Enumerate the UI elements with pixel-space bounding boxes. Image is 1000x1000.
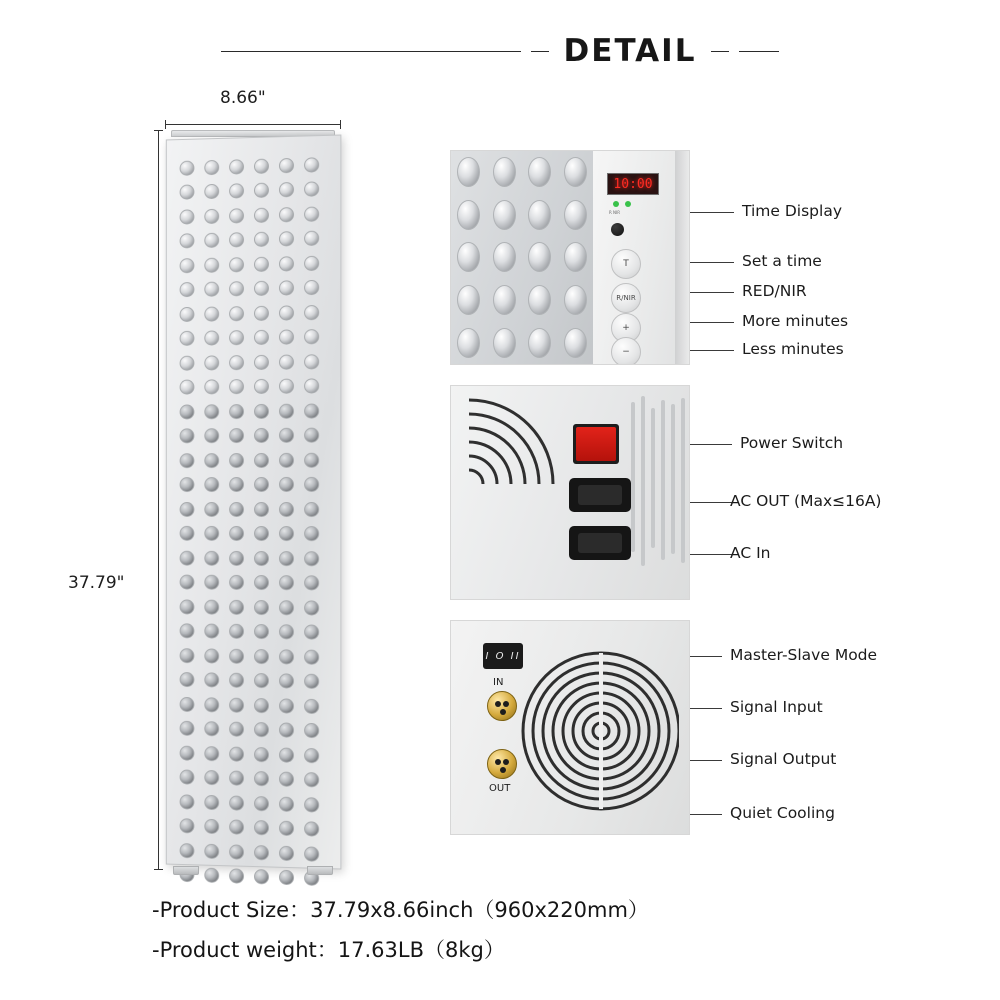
led bbox=[180, 160, 195, 175]
led bbox=[229, 232, 244, 247]
led bbox=[180, 575, 195, 590]
time-display-value: 10:00 bbox=[613, 176, 653, 192]
led bbox=[229, 820, 244, 835]
led bbox=[204, 746, 219, 761]
led bbox=[204, 526, 219, 541]
header-rule-left bbox=[221, 51, 521, 52]
signal-panel-photo bbox=[450, 620, 690, 835]
led bbox=[204, 721, 219, 736]
led bbox=[229, 600, 244, 615]
spec-weight: -Product weight：17.63LB（8kg） bbox=[152, 938, 505, 962]
led bbox=[279, 649, 294, 664]
led bbox=[279, 477, 294, 492]
set-time-button[interactable]: T bbox=[611, 249, 641, 279]
leader-time-display bbox=[690, 212, 734, 213]
led bbox=[229, 183, 244, 198]
led-closeup bbox=[528, 285, 551, 315]
led bbox=[279, 624, 294, 639]
led bbox=[180, 624, 195, 639]
led bbox=[279, 158, 294, 173]
led-closeup bbox=[564, 200, 587, 230]
led bbox=[204, 599, 219, 614]
led bbox=[279, 551, 294, 566]
led bbox=[279, 747, 294, 762]
led bbox=[229, 379, 244, 394]
led bbox=[304, 428, 319, 443]
led bbox=[279, 526, 294, 541]
led bbox=[180, 282, 195, 297]
callout-signal-input: Signal Input bbox=[730, 698, 823, 716]
led bbox=[180, 502, 195, 517]
led bbox=[304, 502, 319, 517]
led bbox=[229, 575, 244, 590]
led bbox=[304, 403, 319, 418]
led bbox=[304, 379, 319, 394]
led bbox=[229, 306, 244, 321]
led-closeup bbox=[457, 157, 480, 187]
led bbox=[229, 453, 244, 468]
led bbox=[254, 551, 269, 566]
led bbox=[279, 723, 294, 738]
led bbox=[279, 575, 294, 590]
master-slave-switch[interactable] bbox=[483, 643, 523, 669]
control-panel-housing bbox=[593, 151, 690, 364]
page-title: DETAIL bbox=[563, 33, 697, 69]
led bbox=[204, 843, 219, 858]
led-closeup bbox=[457, 242, 480, 272]
led bbox=[304, 625, 319, 640]
led bbox=[279, 231, 294, 246]
page-header bbox=[0, 28, 1000, 74]
led bbox=[204, 380, 219, 395]
leader-red-nir bbox=[690, 292, 734, 293]
leader-ac-in bbox=[690, 554, 732, 555]
led bbox=[204, 502, 219, 517]
ac-in-socket[interactable] bbox=[569, 526, 631, 560]
led bbox=[180, 355, 195, 370]
led bbox=[279, 600, 294, 615]
led bbox=[254, 698, 269, 713]
led bbox=[304, 748, 319, 763]
led bbox=[204, 795, 219, 810]
time-display bbox=[607, 173, 659, 195]
led bbox=[229, 404, 244, 419]
callout-power-switch: Power Switch bbox=[740, 434, 844, 452]
led bbox=[180, 745, 195, 760]
led bbox=[304, 280, 319, 295]
led bbox=[229, 722, 244, 737]
led bbox=[180, 697, 195, 712]
led bbox=[229, 257, 244, 272]
led bbox=[180, 770, 195, 785]
vent-slit bbox=[681, 398, 685, 563]
led bbox=[254, 649, 269, 664]
leader-quiet-cooling bbox=[690, 814, 722, 815]
led-closeup bbox=[457, 200, 480, 230]
led bbox=[204, 282, 219, 297]
led bbox=[254, 330, 269, 345]
led bbox=[180, 843, 195, 858]
led bbox=[204, 257, 219, 272]
led bbox=[279, 379, 294, 394]
callout-time-display: Time Display bbox=[742, 202, 842, 220]
led bbox=[304, 231, 319, 246]
control-panel-photo bbox=[450, 150, 690, 365]
led bbox=[229, 502, 244, 517]
led bbox=[254, 673, 269, 688]
led bbox=[204, 355, 219, 370]
led-grid bbox=[175, 152, 325, 856]
led-closeup bbox=[457, 328, 480, 358]
ac-out-socket[interactable] bbox=[569, 478, 631, 512]
led bbox=[304, 723, 319, 738]
led-closeup bbox=[528, 242, 551, 272]
led bbox=[229, 159, 244, 174]
vent-slit bbox=[651, 408, 655, 548]
callout-more-minutes: More minutes bbox=[742, 312, 849, 330]
callout-master-slave: Master-Slave Mode bbox=[730, 646, 878, 664]
led bbox=[304, 772, 319, 787]
led bbox=[279, 428, 294, 443]
led bbox=[229, 795, 244, 810]
vent-slit bbox=[641, 396, 645, 566]
led bbox=[279, 330, 294, 345]
header-dash-left bbox=[531, 51, 549, 52]
led bbox=[254, 820, 269, 835]
led bbox=[180, 331, 195, 346]
leader-signal-output bbox=[690, 760, 722, 761]
led-closeup bbox=[457, 285, 480, 315]
led bbox=[229, 428, 244, 443]
callout-red-nir: RED/NIR bbox=[742, 282, 807, 300]
led bbox=[279, 698, 294, 713]
led bbox=[204, 697, 219, 712]
led-closeup bbox=[564, 285, 587, 315]
led bbox=[229, 330, 244, 345]
led bbox=[204, 819, 219, 834]
led bbox=[180, 477, 195, 492]
led bbox=[304, 674, 319, 689]
led bbox=[180, 185, 195, 200]
led bbox=[204, 331, 219, 346]
led bbox=[180, 258, 195, 273]
leader-set-time bbox=[690, 262, 734, 263]
led bbox=[229, 281, 244, 296]
led bbox=[229, 844, 244, 859]
led bbox=[254, 379, 269, 394]
led bbox=[180, 721, 195, 736]
signal-output-connector[interactable] bbox=[487, 749, 517, 779]
spec-size: -Product Size：37.79x8.66inch（960x220mm） bbox=[152, 898, 649, 922]
led bbox=[254, 477, 269, 492]
led bbox=[180, 648, 195, 663]
led bbox=[254, 281, 269, 296]
led bbox=[304, 452, 319, 467]
led bbox=[180, 818, 195, 833]
width-dimension-line bbox=[165, 120, 341, 129]
led bbox=[279, 453, 294, 468]
mode-indicator-lights bbox=[613, 201, 653, 209]
led bbox=[254, 526, 269, 541]
cooling-fan-graphic bbox=[519, 649, 679, 814]
led bbox=[204, 306, 219, 321]
led-closeup bbox=[564, 242, 587, 272]
led bbox=[204, 428, 219, 443]
signal-input-connector[interactable] bbox=[487, 691, 517, 721]
led bbox=[180, 404, 195, 419]
led bbox=[254, 624, 269, 639]
callout-set-time: Set a time bbox=[742, 252, 822, 270]
led bbox=[304, 822, 319, 837]
vent-slit bbox=[661, 400, 665, 560]
led bbox=[254, 502, 269, 517]
led bbox=[204, 453, 219, 468]
led bbox=[229, 697, 244, 712]
led bbox=[279, 207, 294, 222]
indicator-caption: R NIR bbox=[609, 210, 621, 215]
led-closeup bbox=[493, 285, 516, 315]
leader-signal-input bbox=[690, 708, 722, 709]
led bbox=[229, 355, 244, 370]
less-minutes-button[interactable]: − bbox=[611, 337, 641, 365]
led bbox=[254, 796, 269, 811]
led bbox=[254, 306, 269, 321]
led bbox=[254, 453, 269, 468]
led bbox=[279, 674, 294, 689]
led bbox=[279, 502, 294, 517]
led bbox=[180, 380, 195, 395]
master-slave-switch-label: I O II bbox=[485, 650, 521, 662]
led bbox=[180, 550, 195, 565]
led bbox=[180, 307, 195, 322]
led bbox=[304, 477, 319, 492]
led bbox=[304, 255, 319, 270]
panel-knob bbox=[611, 223, 624, 236]
more-minutes-button[interactable]: + bbox=[611, 313, 641, 343]
width-dimension-label: 8.66" bbox=[220, 88, 266, 108]
led bbox=[304, 182, 319, 197]
led bbox=[304, 699, 319, 714]
led bbox=[229, 526, 244, 541]
led bbox=[304, 305, 319, 320]
led bbox=[229, 746, 244, 761]
led-closeup bbox=[493, 157, 516, 187]
led bbox=[254, 404, 269, 419]
led bbox=[279, 796, 294, 811]
led bbox=[229, 208, 244, 223]
led-closeup bbox=[564, 328, 587, 358]
led bbox=[204, 575, 219, 590]
led bbox=[279, 305, 294, 320]
led bbox=[279, 403, 294, 418]
product-illustration bbox=[70, 88, 410, 888]
led bbox=[254, 355, 269, 370]
red-nir-button[interactable]: R/NIR bbox=[611, 283, 641, 313]
led-closeup bbox=[528, 328, 551, 358]
led-closeup bbox=[564, 157, 587, 187]
led bbox=[279, 845, 294, 860]
callout-signal-output: Signal Output bbox=[730, 750, 837, 768]
led bbox=[229, 551, 244, 566]
led bbox=[229, 771, 244, 786]
led bbox=[279, 182, 294, 197]
led bbox=[229, 673, 244, 688]
led bbox=[254, 232, 269, 247]
product-specs bbox=[152, 890, 649, 970]
leader-more-minutes bbox=[690, 322, 734, 323]
led bbox=[304, 206, 319, 221]
led bbox=[229, 477, 244, 492]
led bbox=[204, 770, 219, 785]
led-closeup bbox=[528, 200, 551, 230]
led bbox=[254, 771, 269, 786]
led bbox=[254, 747, 269, 762]
led bbox=[180, 429, 195, 444]
led bbox=[254, 256, 269, 271]
led-panel-device bbox=[165, 130, 341, 875]
led bbox=[254, 183, 269, 198]
led bbox=[180, 453, 195, 468]
led-closeup bbox=[528, 157, 551, 187]
led bbox=[304, 576, 319, 591]
led bbox=[279, 256, 294, 271]
led bbox=[204, 404, 219, 419]
led bbox=[254, 600, 269, 615]
height-dimension-line bbox=[154, 130, 163, 870]
led bbox=[254, 428, 269, 443]
led-closeup bbox=[493, 200, 516, 230]
led bbox=[304, 797, 319, 812]
led bbox=[304, 157, 319, 172]
callout-ac-out: AC OUT (Max≤16A) bbox=[730, 492, 882, 510]
device-feet bbox=[171, 865, 335, 875]
led bbox=[204, 624, 219, 639]
vent-slit bbox=[631, 402, 635, 552]
led bbox=[204, 233, 219, 248]
led bbox=[254, 722, 269, 737]
led bbox=[180, 233, 195, 248]
signal-output-label: OUT bbox=[489, 783, 511, 794]
led bbox=[204, 551, 219, 566]
callout-ac-in: AC In bbox=[730, 544, 771, 562]
led bbox=[229, 624, 244, 639]
led bbox=[254, 575, 269, 590]
led-closeup bbox=[493, 242, 516, 272]
callout-less-minutes: Less minutes bbox=[742, 340, 844, 358]
led bbox=[304, 846, 319, 861]
header-rule-right bbox=[739, 51, 779, 52]
callout-quiet-cooling: Quiet Cooling bbox=[730, 804, 835, 822]
leader-power-switch bbox=[690, 444, 732, 445]
led bbox=[229, 648, 244, 663]
led bbox=[204, 160, 219, 175]
led bbox=[180, 526, 195, 541]
led bbox=[254, 207, 269, 222]
led bbox=[204, 648, 219, 663]
led bbox=[204, 184, 219, 199]
ventilation-slits bbox=[631, 392, 689, 592]
height-dimension-label: 37.79" bbox=[68, 573, 125, 593]
led bbox=[304, 600, 319, 615]
led bbox=[204, 477, 219, 492]
vent-slit bbox=[671, 404, 675, 554]
led bbox=[180, 599, 195, 614]
control-panel-led-array bbox=[451, 151, 593, 364]
led bbox=[304, 551, 319, 566]
signal-input-label: IN bbox=[493, 677, 504, 688]
led bbox=[254, 158, 269, 173]
device-front-face bbox=[166, 134, 342, 869]
led bbox=[180, 794, 195, 809]
led bbox=[279, 281, 294, 296]
led bbox=[279, 354, 294, 369]
leader-ac-out bbox=[690, 502, 732, 503]
led bbox=[180, 672, 195, 687]
power-panel-photo bbox=[450, 385, 690, 600]
led bbox=[279, 821, 294, 836]
leader-less-minutes bbox=[690, 350, 734, 351]
header-dash-right bbox=[711, 51, 729, 52]
led bbox=[279, 772, 294, 787]
led bbox=[204, 209, 219, 224]
led bbox=[304, 329, 319, 344]
led bbox=[304, 649, 319, 664]
leader-master-slave bbox=[690, 656, 722, 657]
led bbox=[254, 845, 269, 860]
fan-vent-graphic bbox=[463, 394, 563, 484]
led-closeup bbox=[493, 328, 516, 358]
led bbox=[204, 673, 219, 688]
led bbox=[180, 209, 195, 224]
led bbox=[304, 526, 319, 541]
led bbox=[304, 354, 319, 369]
power-switch[interactable] bbox=[573, 424, 619, 464]
